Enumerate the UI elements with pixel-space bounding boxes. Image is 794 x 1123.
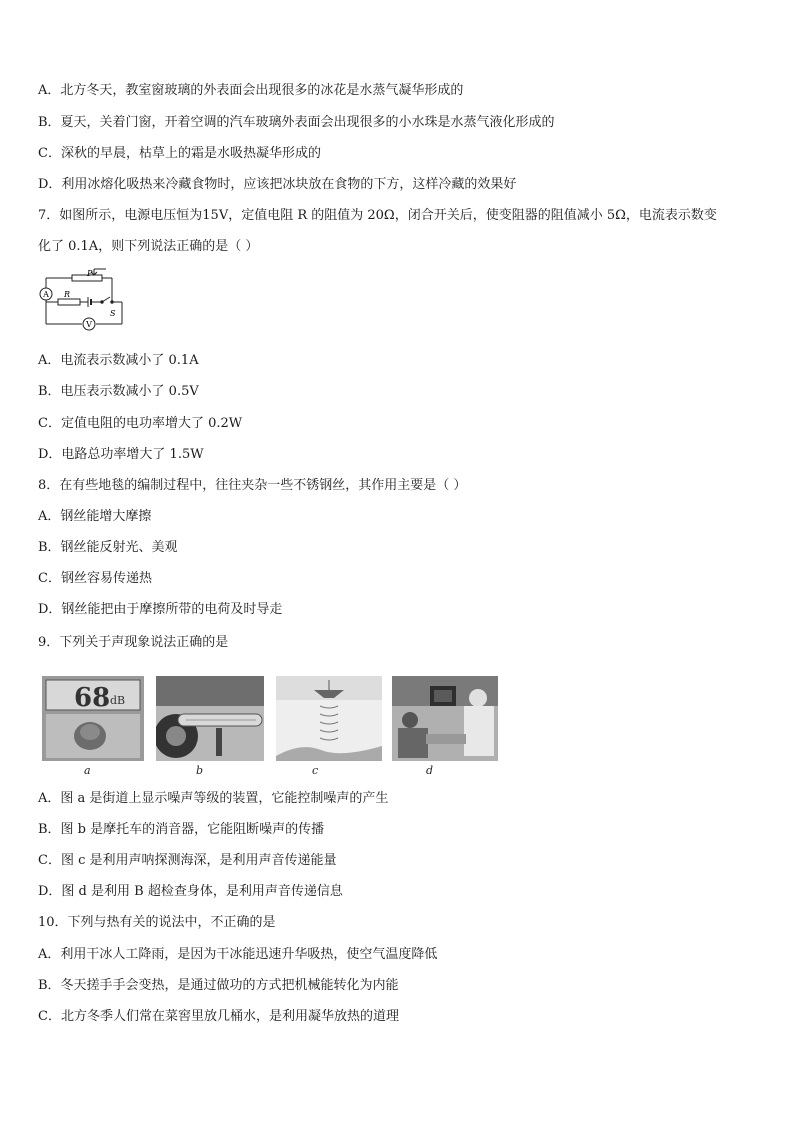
q8-option-a: A．钢丝能增大摩擦 [38,509,152,524]
q6-option-d: D．利用冰熔化吸热来冷藏食物时，应该把冰块放在食物的下方，这样冷藏的效果好 [38,177,517,192]
q6-option-b: B．夏天，关着门窗，开着空调的汽车玻璃外表面会出现很多的小水珠是水蒸气液化形成的 [38,115,555,130]
q8-stem: 8．在有些地毯的编制过程中，往往夹杂一些不锈钢丝，其作用主要是（ ） [38,478,467,493]
label-s: S [110,309,116,318]
q10-option-a: A．利用干冰人工降雨，是因为干冰能迅速升华吸热，使空气温度降低 [38,947,438,962]
q7-option-d: D．电路总功率增大了 1.5W [38,447,204,462]
q7-stem-line2: 化了 0.1A，则下列说法正确的是（ ） [38,239,259,254]
q7-stem-line1: 7．如图所示，电源电压恒为15V，定值电阻 R 的阻值为 20Ω，闭合开关后，使变阻器的阻值减小 5Ω，电流表示数变 [38,208,717,223]
q9-stem: 9．下列关于声现象说法正确的是 [38,635,229,650]
q8-option-b: B．钢丝能反射光、美观 [38,540,178,555]
q7-option-b: B．电压表示数减小了 0.5V [38,384,199,399]
photo-b-muffler [156,676,264,761]
caption-a: a [84,764,91,777]
photo-d-ultrasound [392,676,498,761]
resistor-r [58,299,80,305]
q7-option-c: C．定值电阻的电功率增大了 0.2W [38,416,243,431]
photo-a-noise-display [42,676,144,761]
q8-option-c: C．钢丝容易传递热 [38,571,152,586]
q9-option-c: C．图 c 是利用声呐探测海深，是利用声音传递能量 [38,853,337,868]
circuit-diagram [36,266,136,340]
label-p: P [87,269,93,278]
q10-option-b: B．冬天搓手手会变热，是通过做功的方式把机械能转化为内能 [38,978,399,993]
q6-option-c: C．深秋的早晨，枯草上的霜是水吸热凝华形成的 [38,146,321,161]
caption-d: d [426,764,434,777]
label-r: R [64,290,71,299]
photo-c-sonar [276,676,382,761]
q9-option-b: B．图 b 是摩托车的消音器，它能阻断噪声的传播 [38,822,325,837]
voltmeter-label: V [86,320,92,329]
q9-option-a: A．图 a 是街道上显示噪声等级的装置，它能控制噪声的产生 [38,791,389,806]
q7-option-a: A．电流表示数减小了 0.1A [38,353,199,368]
q6-option-a: A．北方冬天，教室窗玻璃的外表面会出现很多的冰花是水蒸气凝华形成的 [38,83,464,98]
q8-option-d: D．钢丝能把由于摩擦所带的电荷及时导走 [38,602,283,617]
ammeter-label: A [43,290,49,299]
q10-option-c: C．北方冬季人们常在菜窖里放几桶水，是利用凝华放热的道理 [38,1009,399,1024]
caption-c: c [312,764,319,777]
noise-reading: 68 [74,683,111,713]
q9-option-d: D．图 d 是利用 B 超检查身体，是利用声音传递信息 [38,884,343,899]
q10-stem: 10．下列与热有关的说法中，不正确的是 [38,915,276,930]
caption-b: b [196,764,204,777]
noise-unit: dB [110,694,126,707]
